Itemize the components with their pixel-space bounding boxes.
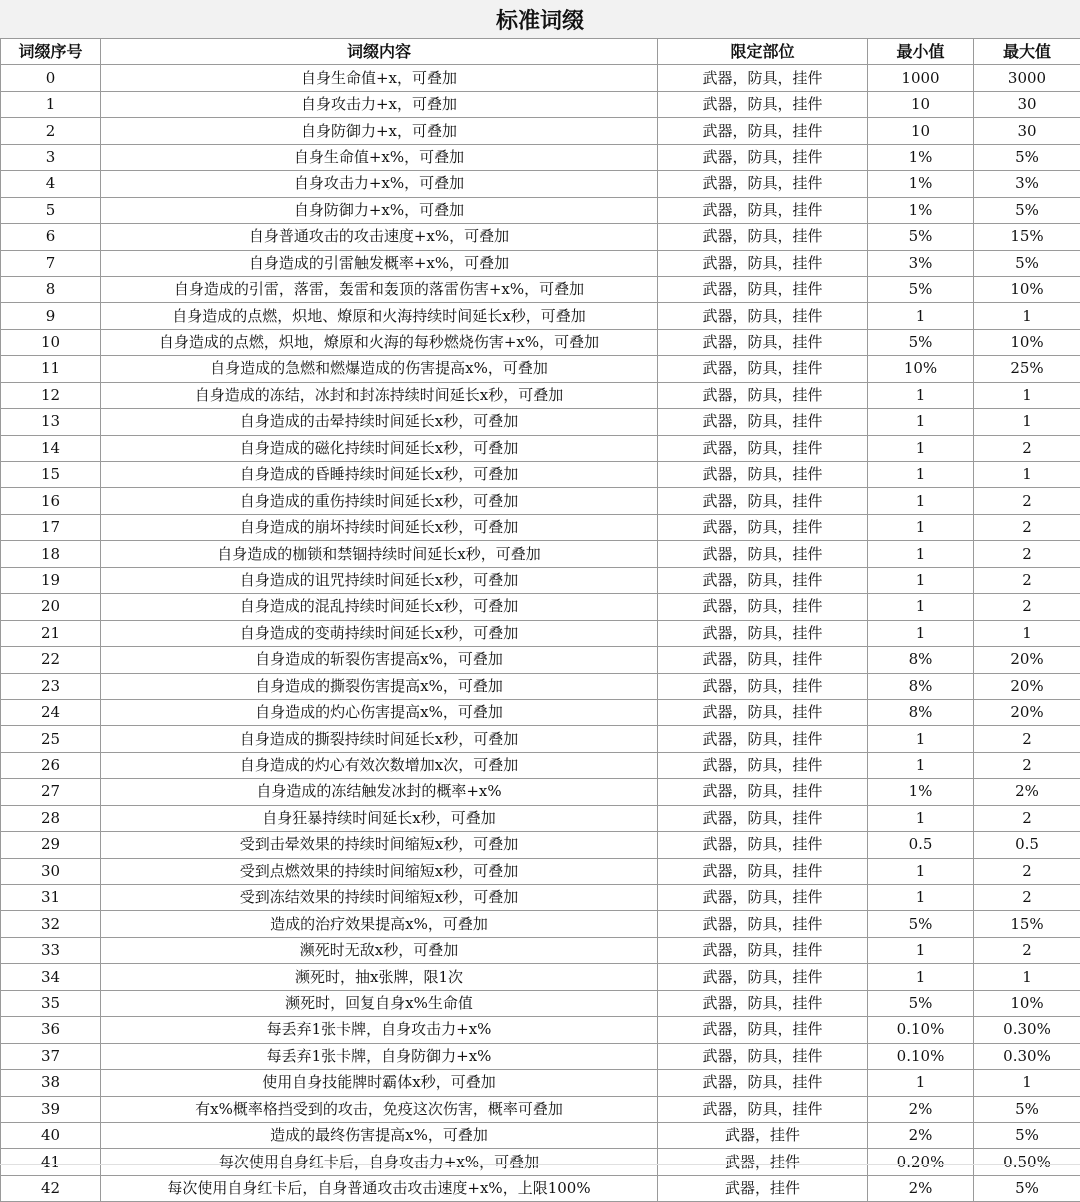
cell-max-value[interactable]: 2 [974, 435, 1080, 461]
header-max-value[interactable]: 最大值 [974, 39, 1080, 65]
sheet-gridline [0, 1164, 1080, 1165]
cell-affix-content[interactable]: 自身造成的引雷，落雷，轰雷和轰顶的落雷伤害+x%，可叠加 [101, 276, 658, 302]
cell-slot-restriction[interactable]: 武器，挂件 [658, 1122, 868, 1148]
cell-affix-id[interactable]: 15 [1, 462, 101, 488]
cell-affix-id[interactable]: 1 [1, 91, 101, 117]
cell-slot-restriction[interactable]: 武器，防具，挂件 [658, 118, 868, 144]
cell-max-value[interactable]: 5% [974, 1175, 1080, 1201]
table-row [1, 620, 1080, 646]
cell-affix-content[interactable]: 自身造成的冻结，冰封和封冻持续时间延长x秒，可叠加 [101, 382, 658, 408]
table-row [1, 567, 1080, 593]
cell-affix-content[interactable]: 每丢弃1张卡牌，自身攻击力+x% [101, 1017, 658, 1043]
cell-max-value[interactable]: 5% [974, 250, 1080, 276]
cell-max-value[interactable]: 15% [974, 224, 1080, 250]
table-row [1, 329, 1080, 355]
table-row [1, 832, 1080, 858]
cell-slot-restriction[interactable]: 武器，防具，挂件 [658, 752, 868, 778]
cell-slot-restriction[interactable]: 武器，防具，挂件 [658, 65, 868, 91]
cell-slot-restriction[interactable]: 武器，防具，挂件 [658, 91, 868, 117]
cell-affix-id[interactable]: 22 [1, 647, 101, 673]
cell-affix-id[interactable]: 20 [1, 594, 101, 620]
cell-min-value[interactable]: 1 [868, 462, 974, 488]
table-row [1, 937, 1080, 963]
cell-slot-restriction[interactable]: 武器，防具，挂件 [658, 937, 868, 963]
cell-affix-id[interactable]: 25 [1, 726, 101, 752]
table-row [1, 1070, 1080, 1096]
cell-affix-id[interactable]: 37 [1, 1043, 101, 1069]
table-row [1, 250, 1080, 276]
cell-affix-content[interactable]: 自身造成的引雷触发概率+x%，可叠加 [101, 250, 658, 276]
cell-slot-restriction[interactable]: 武器，防具，挂件 [658, 224, 868, 250]
cell-slot-restriction[interactable]: 武器，防具，挂件 [658, 488, 868, 514]
cell-affix-id[interactable]: 26 [1, 752, 101, 778]
cell-slot-restriction[interactable]: 武器，防具，挂件 [658, 144, 868, 170]
cell-min-value[interactable]: 1 [868, 488, 974, 514]
table-row [1, 647, 1080, 673]
cell-affix-content[interactable]: 自身造成的崩坏持续时间延长x秒，可叠加 [101, 514, 658, 540]
cell-min-value[interactable]: 1 [868, 514, 974, 540]
cell-affix-id[interactable]: 3 [1, 144, 101, 170]
cell-max-value[interactable]: 1 [974, 409, 1080, 435]
table-row [1, 356, 1080, 382]
cell-min-value[interactable]: 1 [868, 964, 974, 990]
cell-max-value[interactable]: 1 [974, 382, 1080, 408]
header-min-value[interactable]: 最小值 [868, 39, 974, 65]
cell-slot-restriction[interactable]: 武器，防具，挂件 [658, 462, 868, 488]
table-row [1, 1017, 1080, 1043]
table-row [1, 1043, 1080, 1069]
cell-affix-content[interactable]: 自身生命值+x，可叠加 [101, 65, 658, 91]
cell-slot-restriction[interactable]: 武器，防具，挂件 [658, 699, 868, 725]
cell-min-value[interactable]: 10 [868, 91, 974, 117]
cell-affix-content[interactable]: 自身攻击力+x%，可叠加 [101, 171, 658, 197]
cell-affix-id[interactable]: 23 [1, 673, 101, 699]
cell-max-value[interactable]: 25% [974, 356, 1080, 382]
cell-max-value[interactable]: 1 [974, 462, 1080, 488]
cell-affix-id[interactable]: 38 [1, 1070, 101, 1096]
cell-max-value[interactable]: 1 [974, 620, 1080, 646]
cell-affix-content[interactable]: 自身造成的击晕持续时间延长x秒，可叠加 [101, 409, 658, 435]
cell-slot-restriction[interactable]: 武器，防具，挂件 [658, 409, 868, 435]
cell-min-value[interactable]: 5% [868, 224, 974, 250]
header-row [1, 39, 1080, 65]
table-row [1, 144, 1080, 170]
cell-affix-id[interactable]: 36 [1, 1017, 101, 1043]
cell-max-value[interactable]: 3% [974, 171, 1080, 197]
table-row [1, 118, 1080, 144]
cell-min-value[interactable]: 1 [868, 541, 974, 567]
cell-affix-content[interactable]: 自身造成的斩裂伤害提高x%，可叠加 [101, 647, 658, 673]
cell-affix-id[interactable]: 6 [1, 224, 101, 250]
cell-min-value[interactable]: 1% [868, 171, 974, 197]
cell-max-value[interactable]: 3000 [974, 65, 1080, 91]
table-row [1, 488, 1080, 514]
cell-affix-id[interactable]: 5 [1, 197, 101, 223]
cell-affix-id[interactable]: 42 [1, 1175, 101, 1201]
cell-slot-restriction[interactable]: 武器，防具，挂件 [658, 805, 868, 831]
cell-min-value[interactable]: 1 [868, 752, 974, 778]
cell-max-value[interactable]: 0.5 [974, 832, 1080, 858]
cell-affix-content[interactable]: 自身造成的撕裂伤害提高x%，可叠加 [101, 673, 658, 699]
cell-min-value[interactable]: 1% [868, 779, 974, 805]
cell-slot-restriction[interactable]: 武器，防具，挂件 [658, 514, 868, 540]
table-row [1, 197, 1080, 223]
cell-max-value[interactable]: 2 [974, 567, 1080, 593]
cell-min-value[interactable]: 5% [868, 276, 974, 302]
cell-affix-content[interactable]: 自身造成的急燃和燃爆造成的伤害提高x%，可叠加 [101, 356, 658, 382]
cell-affix-id[interactable]: 34 [1, 964, 101, 990]
table-title: 标准词缀 [0, 0, 1080, 39]
table-row [1, 514, 1080, 540]
cell-max-value[interactable]: 5% [974, 1122, 1080, 1148]
cell-slot-restriction[interactable]: 武器，防具，挂件 [658, 276, 868, 302]
cell-min-value[interactable]: 1 [868, 303, 974, 329]
cell-max-value[interactable]: 2 [974, 594, 1080, 620]
cell-affix-id[interactable]: 0 [1, 65, 101, 91]
cell-min-value[interactable]: 10 [868, 118, 974, 144]
cell-min-value[interactable]: 1 [868, 620, 974, 646]
cell-affix-content[interactable]: 受到冻结效果的持续时间缩短x秒，可叠加 [101, 885, 658, 911]
cell-affix-content[interactable]: 自身攻击力+x，可叠加 [101, 91, 658, 117]
table-row [1, 65, 1080, 91]
cell-affix-id[interactable]: 29 [1, 832, 101, 858]
cell-max-value[interactable]: 30 [974, 118, 1080, 144]
cell-affix-content[interactable]: 自身造成的诅咒持续时间延长x秒，可叠加 [101, 567, 658, 593]
affix-table [0, 38, 1080, 1202]
cell-affix-content[interactable]: 濒死时无敌x秒，可叠加 [101, 937, 658, 963]
cell-slot-restriction[interactable]: 武器，防具，挂件 [658, 673, 868, 699]
cell-max-value[interactable]: 10% [974, 276, 1080, 302]
cell-affix-content[interactable]: 每次使用自身红卡后，自身攻击力+x%，可叠加 [101, 1149, 658, 1175]
cell-min-value[interactable]: 8% [868, 673, 974, 699]
cell-max-value[interactable]: 1 [974, 303, 1080, 329]
cell-min-value[interactable]: 0.10% [868, 1017, 974, 1043]
cell-max-value[interactable]: 1 [974, 1070, 1080, 1096]
cell-affix-content[interactable]: 造成的治疗效果提高x%，可叠加 [101, 911, 658, 937]
cell-slot-restriction[interactable]: 武器，防具，挂件 [658, 303, 868, 329]
cell-max-value[interactable]: 10% [974, 329, 1080, 355]
cell-affix-id[interactable]: 13 [1, 409, 101, 435]
cell-max-value[interactable]: 5% [974, 197, 1080, 223]
table-row [1, 409, 1080, 435]
cell-affix-content[interactable]: 濒死时，抽x张牌，限1次 [101, 964, 658, 990]
table-row [1, 462, 1080, 488]
cell-slot-restriction[interactable]: 武器，挂件 [658, 1175, 868, 1201]
cell-max-value[interactable]: 2 [974, 541, 1080, 567]
cell-max-value[interactable]: 15% [974, 911, 1080, 937]
cell-slot-restriction[interactable]: 武器，防具，挂件 [658, 567, 868, 593]
cell-affix-id[interactable]: 33 [1, 937, 101, 963]
table-row [1, 699, 1080, 725]
cell-max-value[interactable]: 2 [974, 858, 1080, 884]
cell-affix-id[interactable]: 9 [1, 303, 101, 329]
cell-min-value[interactable]: 1 [868, 885, 974, 911]
cell-affix-content[interactable]: 自身防御力+x，可叠加 [101, 118, 658, 144]
cell-affix-id[interactable]: 39 [1, 1096, 101, 1122]
cell-affix-id[interactable]: 35 [1, 990, 101, 1016]
cell-slot-restriction[interactable]: 武器，防具，挂件 [658, 171, 868, 197]
cell-slot-restriction[interactable]: 武器，防具，挂件 [658, 382, 868, 408]
cell-slot-restriction[interactable]: 武器，防具，挂件 [658, 541, 868, 567]
cell-affix-content[interactable]: 自身造成的点燃，炽地，燎原和火海的每秒燃烧伤害+x%，可叠加 [101, 329, 658, 355]
table-row [1, 990, 1080, 1016]
cell-min-value[interactable]: 0.10% [868, 1043, 974, 1069]
cell-affix-content[interactable]: 自身造成的灼心有效次数增加x次，可叠加 [101, 752, 658, 778]
cell-slot-restriction[interactable]: 武器，防具，挂件 [658, 647, 868, 673]
table-row [1, 964, 1080, 990]
table-row [1, 673, 1080, 699]
cell-min-value[interactable]: 8% [868, 647, 974, 673]
cell-max-value[interactable]: 2% [974, 779, 1080, 805]
table-row [1, 171, 1080, 197]
cell-slot-restriction[interactable]: 武器，防具，挂件 [658, 911, 868, 937]
cell-min-value[interactable]: 1 [868, 726, 974, 752]
table-row [1, 1149, 1080, 1175]
cell-affix-content[interactable]: 自身狂暴持续时间延长x秒，可叠加 [101, 805, 658, 831]
cell-affix-id[interactable]: 4 [1, 171, 101, 197]
cell-affix-id[interactable]: 27 [1, 779, 101, 805]
cell-max-value[interactable]: 2 [974, 726, 1080, 752]
cell-affix-id[interactable]: 17 [1, 514, 101, 540]
cell-affix-id[interactable]: 24 [1, 699, 101, 725]
cell-min-value[interactable]: 1 [868, 567, 974, 593]
cell-max-value[interactable]: 2 [974, 488, 1080, 514]
table-row [1, 858, 1080, 884]
cell-min-value[interactable]: 5% [868, 911, 974, 937]
cell-affix-id[interactable]: 2 [1, 118, 101, 144]
cell-max-value[interactable]: 5% [974, 1096, 1080, 1122]
cell-min-value[interactable]: 10% [868, 356, 974, 382]
cell-affix-id[interactable]: 16 [1, 488, 101, 514]
table-row [1, 885, 1080, 911]
table-row [1, 752, 1080, 778]
header-affix-content[interactable]: 词缀内容 [101, 39, 658, 65]
cell-affix-content[interactable]: 受到击晕效果的持续时间缩短x秒，可叠加 [101, 832, 658, 858]
cell-slot-restriction[interactable]: 武器，防具，挂件 [658, 990, 868, 1016]
cell-slot-restriction[interactable]: 武器，防具，挂件 [658, 329, 868, 355]
cell-min-value[interactable]: 1000 [868, 65, 974, 91]
cell-affix-content[interactable]: 造成的最终伤害提高x%，可叠加 [101, 1122, 658, 1148]
table-row [1, 1175, 1080, 1201]
cell-slot-restriction[interactable]: 武器，防具，挂件 [658, 1070, 868, 1096]
cell-affix-id[interactable]: 11 [1, 356, 101, 382]
table-row [1, 435, 1080, 461]
cell-affix-content[interactable]: 自身造成的重伤持续时间延长x秒，可叠加 [101, 488, 658, 514]
cell-slot-restriction[interactable]: 武器，防具，挂件 [658, 435, 868, 461]
cell-affix-content[interactable]: 每丢弃1张卡牌，自身防御力+x% [101, 1043, 658, 1069]
cell-max-value[interactable]: 0.30% [974, 1017, 1080, 1043]
cell-slot-restriction[interactable]: 武器，防具，挂件 [658, 620, 868, 646]
cell-affix-content[interactable]: 自身造成的枷锁和禁锢持续时间延长x秒，可叠加 [101, 541, 658, 567]
cell-affix-content[interactable]: 自身造成的昏睡持续时间延长x秒，可叠加 [101, 462, 658, 488]
cell-affix-id[interactable]: 19 [1, 567, 101, 593]
table-row [1, 91, 1080, 117]
cell-min-value[interactable]: 1 [868, 409, 974, 435]
table-row [1, 726, 1080, 752]
cell-slot-restriction[interactable]: 武器，挂件 [658, 1149, 868, 1175]
cell-min-value[interactable]: 5% [868, 329, 974, 355]
table-row [1, 1096, 1080, 1122]
table-row [1, 1122, 1080, 1148]
cell-min-value[interactable]: 1 [868, 805, 974, 831]
cell-max-value[interactable]: 0.50% [974, 1149, 1080, 1175]
table-row [1, 303, 1080, 329]
cell-slot-restriction[interactable]: 武器，防具，挂件 [658, 726, 868, 752]
cell-affix-id[interactable]: 40 [1, 1122, 101, 1148]
table-row [1, 594, 1080, 620]
cell-slot-restriction[interactable]: 武器，防具，挂件 [658, 779, 868, 805]
cell-max-value[interactable]: 2 [974, 937, 1080, 963]
cell-max-value[interactable]: 0.30% [974, 1043, 1080, 1069]
cell-affix-content[interactable]: 使用自身技能牌时霸体x秒，可叠加 [101, 1070, 658, 1096]
table-row [1, 779, 1080, 805]
header-slot-restriction[interactable]: 限定部位 [658, 39, 868, 65]
cell-affix-content[interactable]: 受到点燃效果的持续时间缩短x秒，可叠加 [101, 858, 658, 884]
cell-affix-content[interactable]: 自身造成的磁化持续时间延长x秒，可叠加 [101, 435, 658, 461]
cell-affix-id[interactable]: 7 [1, 250, 101, 276]
cell-min-value[interactable]: 2% [868, 1175, 974, 1201]
table-row [1, 805, 1080, 831]
cell-min-value[interactable]: 1 [868, 382, 974, 408]
cell-affix-id[interactable]: 41 [1, 1149, 101, 1175]
cell-min-value[interactable]: 0.5 [868, 832, 974, 858]
cell-slot-restriction[interactable]: 武器，防具，挂件 [658, 250, 868, 276]
cell-affix-id[interactable]: 32 [1, 911, 101, 937]
cell-max-value[interactable]: 10% [974, 990, 1080, 1016]
cell-affix-content[interactable]: 自身造成的冻结触发冰封的概率+x% [101, 779, 658, 805]
cell-affix-id[interactable]: 10 [1, 329, 101, 355]
cell-affix-content[interactable]: 有x%概率格挡受到的攻击，免疫这次伤害，概率可叠加 [101, 1096, 658, 1122]
cell-slot-restriction[interactable]: 武器，防具，挂件 [658, 964, 868, 990]
cell-min-value[interactable]: 1 [868, 594, 974, 620]
cell-max-value[interactable]: 20% [974, 647, 1080, 673]
cell-affix-id[interactable]: 30 [1, 858, 101, 884]
cell-min-value[interactable]: 8% [868, 699, 974, 725]
cell-affix-content[interactable]: 自身造成的变萌持续时间延长x秒，可叠加 [101, 620, 658, 646]
cell-min-value[interactable]: 1 [868, 1070, 974, 1096]
cell-affix-content[interactable]: 自身造成的撕裂持续时间延长x秒，可叠加 [101, 726, 658, 752]
cell-slot-restriction[interactable]: 武器，防具，挂件 [658, 885, 868, 911]
cell-min-value[interactable]: 1 [868, 858, 974, 884]
cell-min-value[interactable]: 3% [868, 250, 974, 276]
table-row [1, 541, 1080, 567]
cell-slot-restriction[interactable]: 武器，防具，挂件 [658, 832, 868, 858]
cell-slot-restriction[interactable]: 武器，防具，挂件 [658, 197, 868, 223]
cell-affix-id[interactable]: 28 [1, 805, 101, 831]
cell-max-value[interactable]: 30 [974, 91, 1080, 117]
cell-min-value[interactable]: 1% [868, 197, 974, 223]
cell-max-value[interactable]: 1 [974, 964, 1080, 990]
cell-affix-id[interactable]: 14 [1, 435, 101, 461]
cell-affix-content[interactable]: 自身普通攻击的攻击速度+x%，可叠加 [101, 224, 658, 250]
cell-min-value[interactable]: 0.20% [868, 1149, 974, 1175]
cell-affix-content[interactable]: 自身造成的混乱持续时间延长x秒，可叠加 [101, 594, 658, 620]
header-affix-id[interactable]: 词缀序号 [1, 39, 101, 65]
cell-affix-content[interactable]: 自身防御力+x%，可叠加 [101, 197, 658, 223]
cell-max-value[interactable]: 20% [974, 699, 1080, 725]
cell-slot-restriction[interactable]: 武器，防具，挂件 [658, 1017, 868, 1043]
table-row [1, 276, 1080, 302]
cell-min-value[interactable]: 1 [868, 435, 974, 461]
table-row [1, 224, 1080, 250]
cell-max-value[interactable]: 2 [974, 514, 1080, 540]
cell-affix-id[interactable]: 8 [1, 276, 101, 302]
cell-min-value[interactable]: 2% [868, 1096, 974, 1122]
cell-affix-content[interactable]: 自身生命值+x%，可叠加 [101, 144, 658, 170]
cell-min-value[interactable]: 5% [868, 990, 974, 1016]
cell-affix-id[interactable]: 12 [1, 382, 101, 408]
cell-affix-content[interactable]: 濒死时，回复自身x%生命值 [101, 990, 658, 1016]
cell-max-value[interactable]: 2 [974, 752, 1080, 778]
cell-slot-restriction[interactable]: 武器，防具，挂件 [658, 858, 868, 884]
cell-max-value[interactable]: 5% [974, 144, 1080, 170]
cell-min-value[interactable]: 1% [868, 144, 974, 170]
table-row [1, 382, 1080, 408]
cell-slot-restriction[interactable]: 武器，防具，挂件 [658, 356, 868, 382]
cell-affix-id[interactable]: 18 [1, 541, 101, 567]
cell-slot-restriction[interactable]: 武器，防具，挂件 [658, 1043, 868, 1069]
cell-affix-id[interactable]: 21 [1, 620, 101, 646]
cell-max-value[interactable]: 20% [974, 673, 1080, 699]
cell-affix-id[interactable]: 31 [1, 885, 101, 911]
cell-affix-content[interactable]: 自身造成的灼心伤害提高x%，可叠加 [101, 699, 658, 725]
table-row [1, 911, 1080, 937]
cell-affix-content[interactable]: 每次使用自身红卡后，自身普通攻击攻击速度+x%，上限100% [101, 1175, 658, 1201]
cell-min-value[interactable]: 1 [868, 937, 974, 963]
cell-slot-restriction[interactable]: 武器，防具，挂件 [658, 1096, 868, 1122]
cell-min-value[interactable]: 2% [868, 1122, 974, 1148]
cell-slot-restriction[interactable]: 武器，防具，挂件 [658, 594, 868, 620]
cell-max-value[interactable]: 2 [974, 805, 1080, 831]
cell-max-value[interactable]: 2 [974, 885, 1080, 911]
cell-affix-content[interactable]: 自身造成的点燃，炽地、燎原和火海持续时间延长x秒，可叠加 [101, 303, 658, 329]
